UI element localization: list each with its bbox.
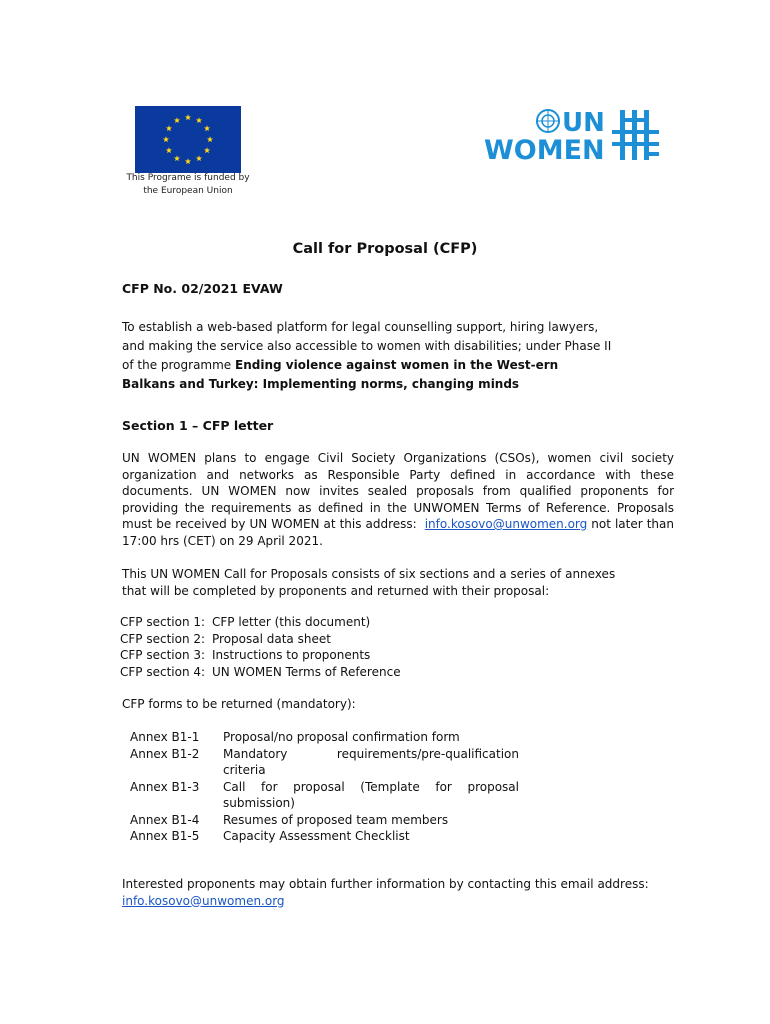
- purpose-lead: To establish a web-based platform for legal counselling support, hiring lawyers, and making the service also accessible to women with disabilities; under Phase II of the programme: [122, 320, 612, 372]
- eu-star-icon: [196, 117, 202, 123]
- un-women-logo: [482, 106, 664, 166]
- annex-desc: Capacity Assessment Checklist: [223, 829, 410, 843]
- logo-women-text: WOMEN: [484, 135, 605, 166]
- eu-star-icon: [166, 125, 172, 131]
- annex-desc: Mandatory requirements/pre-qualification criteria: [223, 746, 519, 777]
- list-item-continued: [130, 795, 519, 812]
- eu-star-icon: [166, 147, 172, 153]
- purpose-paragraph: [122, 318, 614, 394]
- section1-heading: Section 1 – CFP letter: [122, 418, 274, 433]
- section-desc: CFP letter (this document): [212, 615, 371, 629]
- contact-paragraph: [122, 876, 652, 909]
- eu-star-icon: [174, 117, 180, 123]
- eu-star-icon: [174, 155, 180, 161]
- un-women-symbol-icon: [612, 110, 659, 160]
- annex-desc-continued: submission): [223, 796, 295, 810]
- forms-title: CFP forms to be returned (mandatory):: [122, 697, 356, 711]
- section1-text: UN WOMEN plans to engage Civil Society Organizations (CSOs), women civil society organization and networks as Responsible Party defined in accordance with these documents. UN WOMEN now invites sealed proposals from qualified proponents for providing the requirements as defined in the UNWOMEN Terms of Reference. Proposals must be received by UN WOMEN at this address:: [122, 451, 674, 531]
- section-label: CFP section 3:: [120, 648, 206, 662]
- annex-code: Annex B1-3: [130, 779, 200, 794]
- consists-paragraph: This UN WOMEN Call for Proposals consists of six sections and a series of annexes that will be completed by proponents and returned with their proposal:: [122, 567, 616, 598]
- purpose-programme-name: Ending violence against women in the West-ern Balkans and Turkey: Implementing norms, changing minds: [122, 358, 559, 391]
- eu-star-icon: [185, 158, 191, 164]
- list-item: [130, 729, 519, 746]
- annex-list: [130, 729, 519, 845]
- un-emblem-icon: [537, 110, 559, 132]
- eu-funding-caption: [118, 172, 258, 198]
- list-item: [120, 664, 401, 681]
- eu-caption-line2: the European Union: [143, 186, 233, 196]
- eu-star-icon: [185, 114, 191, 120]
- cfp-sections-list: [120, 614, 401, 680]
- section-desc: Proposal data sheet: [212, 631, 331, 646]
- logo-un-text: UN: [562, 108, 605, 138]
- section-label: CFP section 4:: [120, 664, 206, 679]
- eu-flag-logo: [135, 106, 241, 173]
- eu-star-icon: [204, 147, 210, 153]
- annex-code: Annex B1-5: [130, 829, 200, 843]
- eu-star-icon: [204, 125, 210, 131]
- list-item: [130, 828, 519, 845]
- annex-code: Annex B1-4: [130, 812, 200, 827]
- eu-caption-line1: This Programe is funded by: [126, 173, 250, 183]
- section1-deadline: not later than 17:00 hrs (CET) on 29 April 2021.: [122, 517, 674, 548]
- eu-star-icon: [207, 136, 213, 142]
- section-label: CFP section 2:: [120, 631, 206, 646]
- page-title: Call for Proposal (CFP): [292, 241, 478, 257]
- list-item: [130, 746, 519, 779]
- section1-email-link[interactable]: info.kosovo@unwomen.org: [424, 517, 588, 531]
- eu-stars-icon: [135, 106, 241, 173]
- section1-paragraph: [122, 450, 674, 549]
- annex-desc: Call for proposal (Template for proposal: [223, 779, 519, 794]
- list-item: [120, 631, 401, 648]
- cfp-number: CFP No. 02/2021 EVAW: [122, 281, 283, 296]
- annex-desc: Proposal/no proposal confirmation form: [223, 730, 460, 744]
- contact-email-link[interactable]: info.kosovo@unwomen.org: [122, 893, 285, 908]
- section-desc: UN WOMEN Terms of Reference: [212, 664, 401, 679]
- section-label: CFP section 1:: [120, 615, 206, 629]
- annex-desc: Resumes of proposed team members: [223, 812, 449, 827]
- list-item: [120, 647, 401, 664]
- eu-star-icon: [163, 136, 169, 142]
- contact-text: Interested proponents may obtain further information by contacting this email address:: [122, 877, 649, 891]
- annex-code: Annex B1-1: [130, 730, 200, 744]
- list-item: [130, 779, 519, 796]
- eu-star-icon: [196, 155, 202, 161]
- section-desc: Instructions to proponents: [212, 648, 371, 662]
- list-item: [130, 812, 519, 829]
- annex-code: Annex B1-2: [130, 746, 200, 761]
- list-item: [120, 614, 401, 631]
